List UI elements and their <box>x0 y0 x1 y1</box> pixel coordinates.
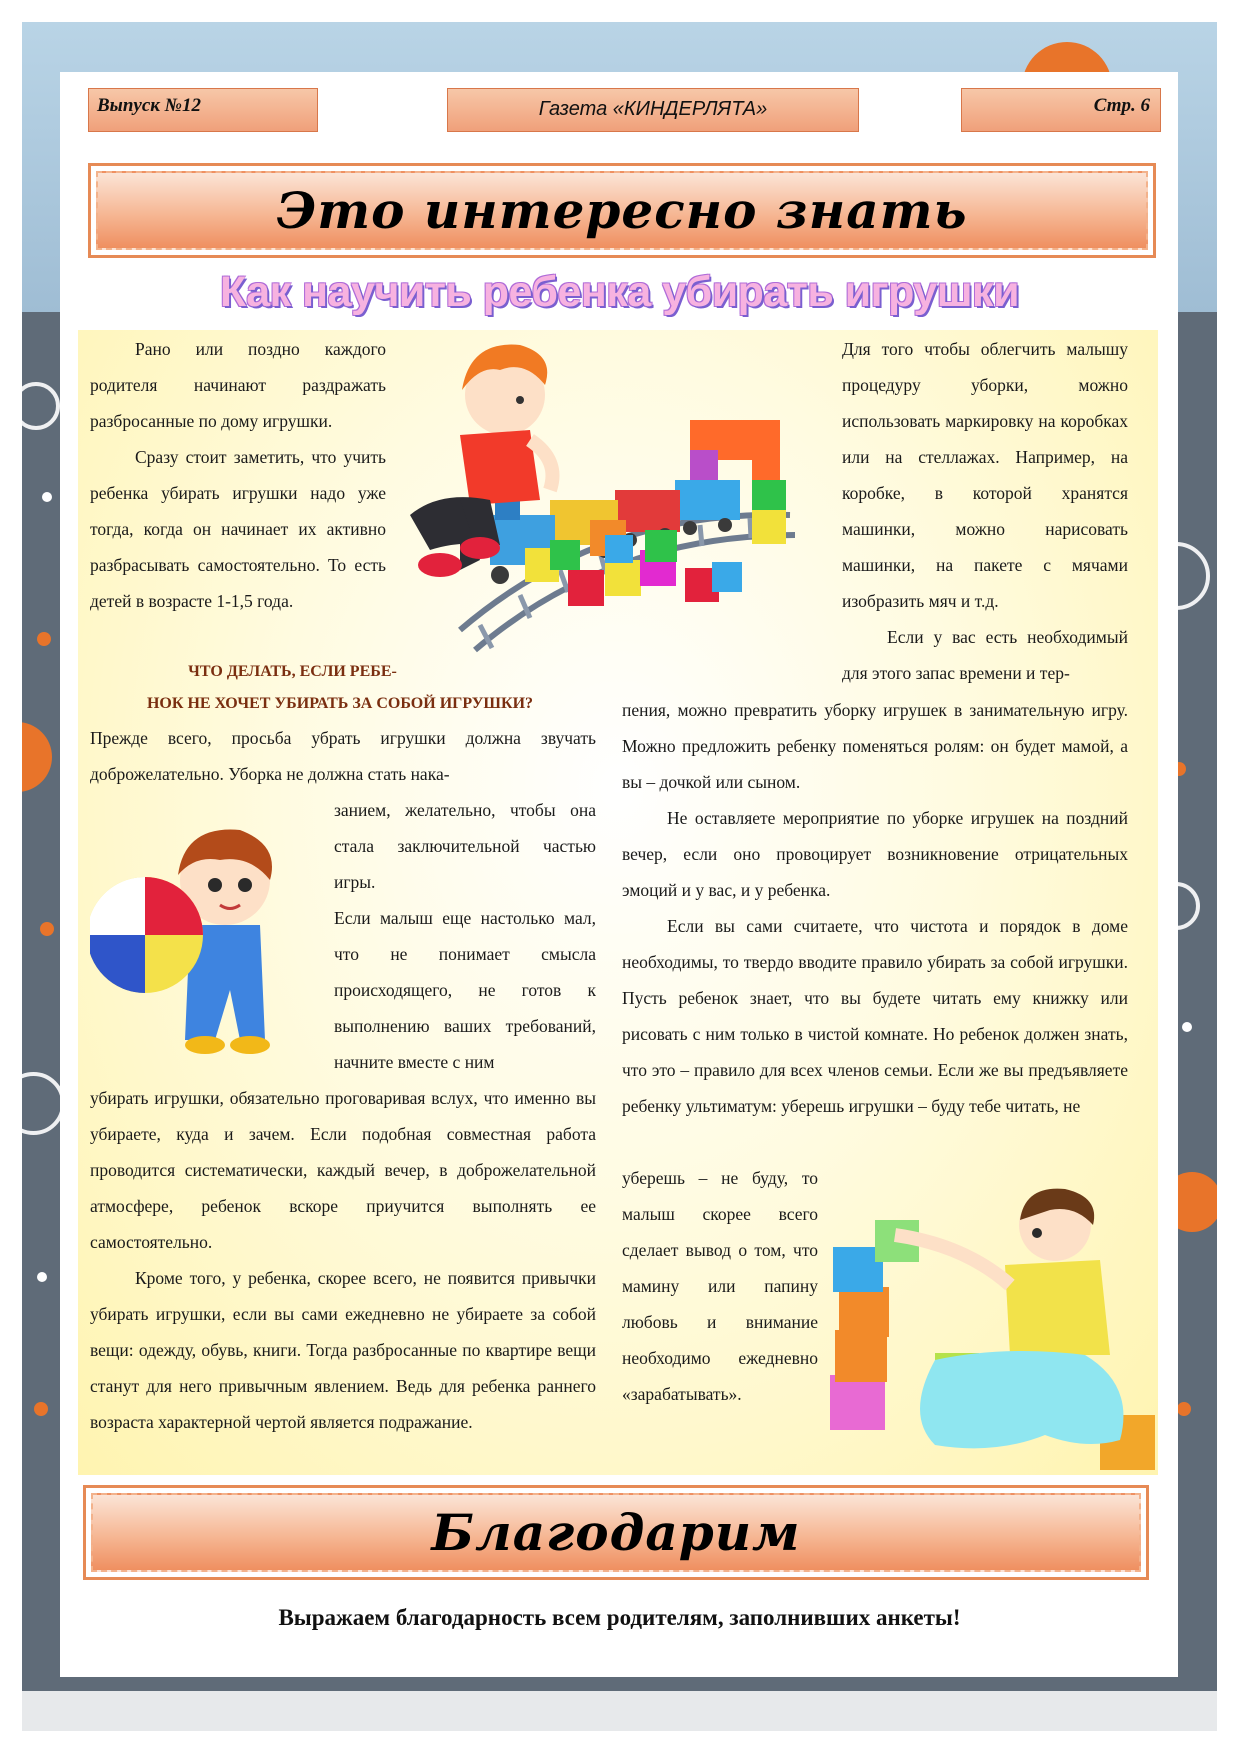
section-banner <box>88 163 1156 258</box>
boy-with-train-illustration <box>400 330 830 670</box>
paragraph: занием, желательно, чтобы она стала заключительной частью игры. <box>334 800 596 892</box>
paragraph: Сразу стоит заметить, что учить ребенка убирать игрушки надо уже тогда, когда он начинает их активно разбрасывать самостоятельно. То есть детей в возрасте 1-1,5 года. <box>90 447 386 611</box>
newspaper-title: Газета «КИНДЕРЛЯТА» <box>447 88 859 132</box>
section-title: Это интересно знать <box>276 181 968 240</box>
left-column-top <box>90 331 386 619</box>
thanks-banner <box>83 1485 1149 1580</box>
right-column-top <box>842 331 1128 691</box>
paragraph: Если у вас есть необходимый для этого запас времени и тер- <box>842 627 1128 683</box>
paragraph: убирать игрушки, обязательно проговаривая вслух, что именно вы убираете, куда и зачем. Если подобная совместная работа проводится систематически, каждый вечер, в доброжелательной атмосфере, ребенок вскоре приучится выполнять ее самостоятельно. <box>90 1088 596 1252</box>
paragraph: пения, можно превратить уборку игрушек в занимательную игру. Можно предложить ребенку поменяться ролям: он будет мамой, а вы – дочкой или сыном. <box>622 700 1128 792</box>
right-column-main <box>622 692 1128 1124</box>
left-column-bottom <box>90 1080 596 1440</box>
question-line: НОК НЕ ХОЧЕТ УБИРАТЬ ЗА СОБОЙ ИГРУШКИ? <box>146 695 534 712</box>
boy-with-ball-illustration <box>90 820 290 1060</box>
paragraph: Если вы сами считаете, что чистота и порядок в доме необходимы, то твердо вводите правило убирать за собой игрушки. Пусть ребенок знает, что вы будете читать ему книжку или рисовать с ним только в чистой комнате. Но ребенок должен знать, что это – правило для всех членов семьи. Если же вы предъявляете ребенку ультиматум: уберешь игрушки – буду тебе читать, не <box>622 916 1128 1116</box>
paragraph: Для того чтобы облегчить малышу процедуру уборки, можно использовать маркировку на коробках или на стеллажах. Например, на коробке, в которой хранятся машинки, можно нарисовать машинки, на пакете с мячами изобразить мяч и т.д. <box>842 339 1128 611</box>
issue-number: Выпуск №12 <box>88 88 318 132</box>
thanks-title: Благодарим <box>431 1503 801 1562</box>
paragraph: уберешь – не буду, то малыш скорее всего сделает вывод о том, что мамину или папину любовь и внимание необходимо ежедневно «зарабатывать». <box>622 1168 818 1404</box>
thanks-text: Выражаем благодарность всем родителям, заполнивших анкеты! <box>278 1605 961 1630</box>
paragraph: Кроме того, у ребенка, скорее всего, не появится привычки убирать игрушки, если вы сами ежедневно не убираете за собой вещи: одежду, обувь, книги. Тогда разбросанные по квартире вещи станут для него привычным явлением. Ведь для ребенка раннего возраста характерной чертой является подражание. <box>90 1268 596 1432</box>
paragraph: Прежде всего, просьба убрать игрушки должна звучать доброжелательно. Уборка не должна стать нака- <box>90 728 596 784</box>
question-line: ЧТО ДЕЛАТЬ, ЕСЛИ РЕБЕ- <box>188 663 397 680</box>
paragraph: Если малыш еще настолько мал, что не понимает смысла происходящего, не готов к выполнению ваших требований, начните вместе с ним <box>334 908 596 1072</box>
paragraph: Не оставляете мероприятие по уборке игрушек на поздний вечер, если оно провоцирует возникновение отрицательных эмоций и у вас, и у ребенка. <box>622 808 1128 900</box>
baby-with-blocks-illustration <box>825 1185 1155 1475</box>
page-number: Стр. 6 <box>961 88 1161 132</box>
article-title: Как научить ребенка убирать игрушки <box>219 268 1020 316</box>
paragraph: Рано или поздно каждого родителя начинают раздражать разбросанные по дому игрушки. <box>90 339 386 431</box>
left-column-wrap <box>334 792 596 1080</box>
